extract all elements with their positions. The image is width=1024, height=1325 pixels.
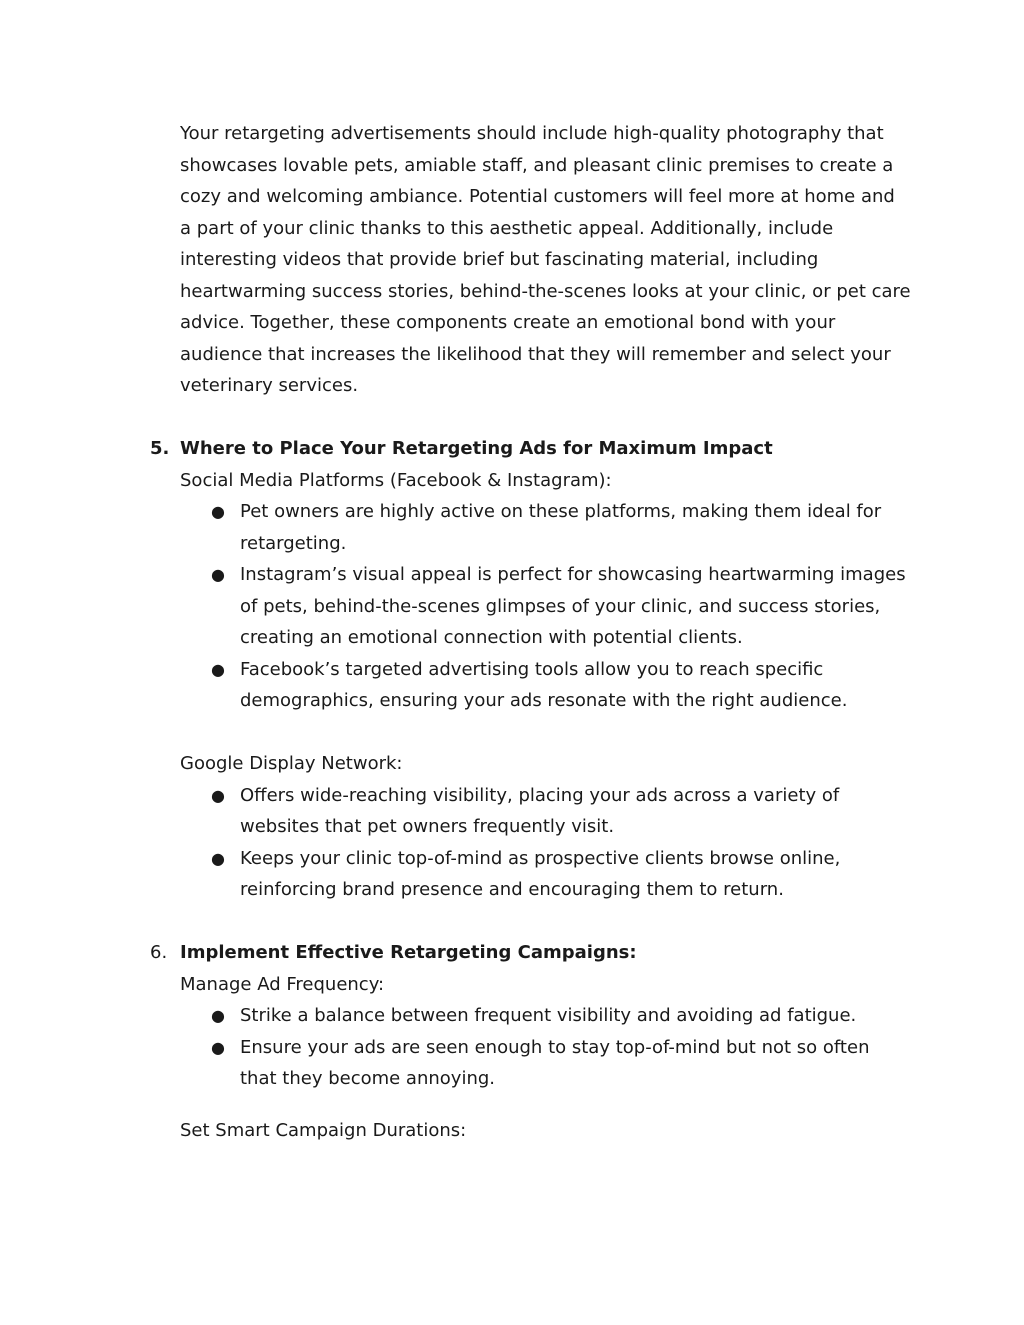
bullet-icon: ● (211, 565, 225, 584)
section-heading (150, 433, 930, 465)
bullet-text: Ensure your ads are seen enough to stay top-of-mind but not so often (240, 1036, 870, 1058)
bullet-list (150, 780, 930, 906)
list-item (150, 1000, 930, 1032)
paragraph-line: cozy and welcoming ambiance. Potential customers will feel more at home and (180, 186, 895, 207)
bullet-icon: ● (211, 502, 225, 521)
bullet-text: retargeting. (240, 532, 347, 554)
section-title: Where to Place Your Retargeting Ads for Maximum Impact (180, 438, 773, 459)
list-item (150, 780, 930, 843)
section-6 (150, 937, 930, 1095)
bullet-text: creating an emotional connection with potential clients. (240, 627, 743, 648)
bullet-icon: ● (211, 785, 225, 805)
section-number: 5. (150, 438, 170, 459)
paragraph-line: heartwarming success stories, behind-the-scenes looks at your clinic, or pet care (180, 280, 911, 302)
paragraph-line: interesting videos that provide brief but fascinating material, including (180, 249, 819, 270)
paragraph-line: Your retargeting advertisements should include high-quality photography that (180, 123, 884, 144)
bullet-text: demographics, ensuring your ads resonate with the right audience. (240, 690, 848, 711)
section-heading (150, 937, 930, 969)
list-item (150, 843, 930, 906)
bullet-text: Pet owners are highly active on these platforms, making them ideal for (240, 501, 882, 522)
bullet-text: that they become annoying. (240, 1068, 495, 1089)
list-item (150, 1032, 930, 1095)
intro-paragraph (180, 118, 920, 402)
section-number: 6. (150, 942, 168, 963)
section-6-durations (150, 1115, 930, 1147)
bullet-text: Strike a balance between frequent visibility and avoiding ad fatigue. (240, 1005, 857, 1026)
list-item (150, 496, 930, 559)
subheading-campaign-durations: Set Smart Campaign Durations: (180, 1120, 467, 1141)
subheading-ad-frequency: Manage Ad Frequency: (180, 973, 385, 995)
bullet-list (150, 1000, 930, 1095)
bullet-text: websites that pet owners frequently visit. (240, 816, 615, 837)
bullet-icon: ● (211, 1006, 225, 1025)
bullet-text: Offers wide-reaching visibility, placing your ads across a variety of (240, 784, 840, 806)
section-5 (150, 433, 930, 717)
bullet-icon: ● (211, 848, 225, 868)
bullet-icon: ● (211, 1037, 225, 1057)
bullet-text: Instagram’s visual appeal is perfect for showcasing heartwarming images (240, 564, 906, 585)
paragraph-line: showcases lovable pets, amiable staff, and pleasant clinic premises to create a (180, 154, 894, 176)
paragraph-line: audience that increases the likelihood that they will remember and select your (180, 343, 891, 365)
paragraph-line: a part of your clinic thanks to this aesthetic appeal. Additionally, include (180, 217, 834, 239)
section-5-google (150, 748, 930, 906)
bullet-text: Facebook’s targeted advertising tools allow you to reach specific (240, 658, 824, 680)
paragraph-line: advice. Together, these components create an emotional bond with your (180, 312, 836, 333)
bullet-text: Keeps your clinic top-of-mind as prospective clients browse online, (240, 847, 841, 869)
list-item (150, 654, 930, 717)
list-item (150, 559, 930, 654)
bullet-text: reinforcing brand presence and encouraging them to return. (240, 879, 784, 900)
subheading-google-display: Google Display Network: (180, 753, 403, 774)
paragraph-line: veterinary services. (180, 375, 359, 396)
section-title: Implement Effective Retargeting Campaigns: (180, 942, 637, 963)
bullet-text: of pets, behind-the-scenes glimpses of your clinic, and success stories, (240, 595, 881, 617)
subheading-social-media: Social Media Platforms (Facebook & Instagram): (180, 469, 612, 491)
bullet-list (150, 496, 930, 717)
bullet-icon: ● (211, 659, 225, 679)
